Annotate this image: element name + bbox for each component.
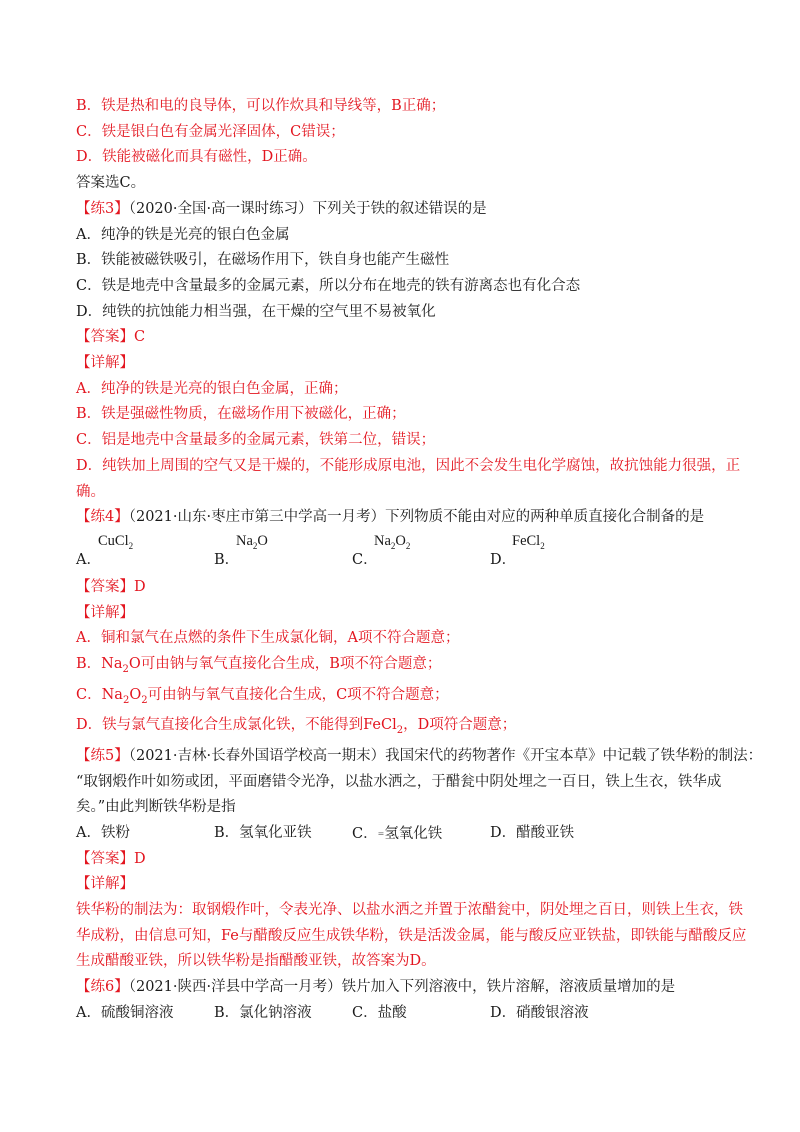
question-5-option-c: C．=氢氧化铁: [352, 825, 443, 842]
question-5-detail-heading: 【详解】: [76, 876, 134, 893]
question-3-detail-d: D．纯铁加上周围的空气又是干燥的，不能形成原电池，因此不会发生电化学腐蚀，故抗蚀能力很强，正: [76, 457, 741, 474]
question-3-detail-a: A．纯净的铁是光亮的银白色金属，正确；: [76, 380, 348, 397]
question-5-tag: 【练5】: [76, 747, 129, 764]
question-3-option-d: D．纯铁的抗蚀能力相当强，在干燥的空气里不易被氧化: [76, 303, 436, 320]
question-6-option-d: D．硝酸银溶液: [490, 1004, 589, 1021]
question-3-detail-c: C．铝是地壳中含量最多的金属元素，铁第二位，错误；: [76, 432, 436, 449]
question-3-detail-d-cont: 确。: [76, 483, 105, 500]
formula-na2o2: $Na_2O_2$: [374, 532, 411, 551]
question-6-options: [76, 1001, 736, 1027]
question-3-option-a: A．纯净的铁是光亮的银白色金属: [76, 226, 290, 243]
question-6-option-c: C．盐酸: [352, 1004, 407, 1021]
question-5-quote-1: “取钢煅作叶如笏或团，平面磨错令光净，以盐水洒之，于醋瓮中阴处埋之一百日，铁上生衣，铁华成: [76, 773, 722, 790]
question-3-stem: 【练3】（2020·全国·高一课时练习）下列关于铁的叙述错误的是: [76, 200, 487, 217]
answer-statement: 答案选C。: [76, 175, 146, 192]
question-4-options: A． CuCl$_2$ B． $Na_2O$ C． $Na_2O_2$ D． FeCl$_2$: [76, 532, 545, 568]
question-5-option-a: A．铁粉: [76, 824, 130, 841]
question-4-detail-a: A．铜和氯气在点燃的条件下生成氯化铜，A项不符合题意；: [76, 630, 460, 647]
question-3-tag: 【练3】: [76, 200, 129, 217]
question-4-answer: 【答案】D: [76, 578, 146, 595]
question-3-detail-heading: 【详解】: [76, 355, 134, 372]
explanation-c: C．铁是银白色有金属光泽固体，C错误；: [76, 123, 345, 140]
question-5-quote-2: 矣。”由此判断铁华粉是指: [76, 799, 236, 816]
question-6-stem: 【练6】（2021·陕西·洋县中学高一月考）铁片加入下列溶液中，铁片溶解，溶液质量增加的是: [76, 979, 676, 996]
question-5-stem: 【练5】（2021·吉林·长春外国语学校高一期末）我国宋代的药物著作《开宝本草》中记载了铁华粉的制法：: [76, 747, 763, 764]
question-6-tag: 【练6】: [76, 979, 129, 996]
question-5-options: [76, 821, 736, 847]
formula-cucl2: CuCl$_2$: [98, 532, 134, 551]
explanation-d: D．铁能被磁化而具有磁性，D正确。: [76, 149, 317, 166]
question-4-detail-heading: 【详解】: [76, 604, 134, 621]
question-5-option-d: D．醋酸亚铁: [490, 824, 575, 841]
formula-fecl2: FeCl$_2$: [512, 532, 545, 551]
question-4-detail-d: D．铁与氯气直接化合生成氯化铁，不能得到FeCl$_2$，D项符合题意；: [76, 717, 517, 737]
question-5-option-b: B．氢氧化亚铁: [214, 824, 312, 841]
question-3-answer: 【答案】C: [76, 329, 146, 346]
question-5-detail-1: 铁华粉的制法为：取钢煅作叶，令表光净、以盐水洒之并置于浓醋瓮中，阴处埋之百日，则铁上生衣，铁: [76, 902, 743, 919]
question-3-option-b: B．铁能被磁铁吸引，在磁场作用下，铁自身也能产生磁性: [76, 252, 450, 269]
question-4-stem: 【练4】（2021·山东·枣庄市第三中学高一月考）下列物质不能由对应的两种单质直接化合制备的是: [76, 509, 705, 526]
question-5-detail-3: 生成醋酸亚铁，所以铁华粉是指醋酸亚铁，故答案为D。: [76, 953, 436, 970]
formula-na2o: $Na_2O$: [236, 532, 268, 551]
explanation-b: B．铁是热和电的良导体，可以作炊具和导线等，B正确；: [76, 98, 446, 114]
question-4-detail-b: B．$Na_2O$可由钠与氧气直接化合生成，B项不符合题意；: [76, 656, 442, 675]
question-3-detail-b: B．铁是强磁性物质，在磁场作用下被磁化，正确；: [76, 406, 406, 423]
question-4-detail-c: C．$Na_2O_2$可由钠与氧气直接化合生成，C项不符合题意；: [76, 686, 449, 706]
question-3-option-c: C．铁是地壳中含量最多的金属元素，所以分布在地壳的铁有游离态也有化合态: [76, 277, 581, 294]
document-page: [76, 94, 763, 1027]
question-5-detail-2: 华成粉，由信息可知，Fe与醋酸反应生成铁华粉，铁是活泼金属，能与酸反应亚铁盐，即铁能与醋酸反应: [76, 927, 747, 944]
question-5-answer: 【答案】D: [76, 850, 146, 867]
question-6-option-b: B．氯化钠溶液: [214, 1004, 312, 1021]
question-4-tag: 【练4】: [76, 509, 129, 526]
question-6-option-a: A．硫酸铜溶液: [76, 1004, 174, 1021]
